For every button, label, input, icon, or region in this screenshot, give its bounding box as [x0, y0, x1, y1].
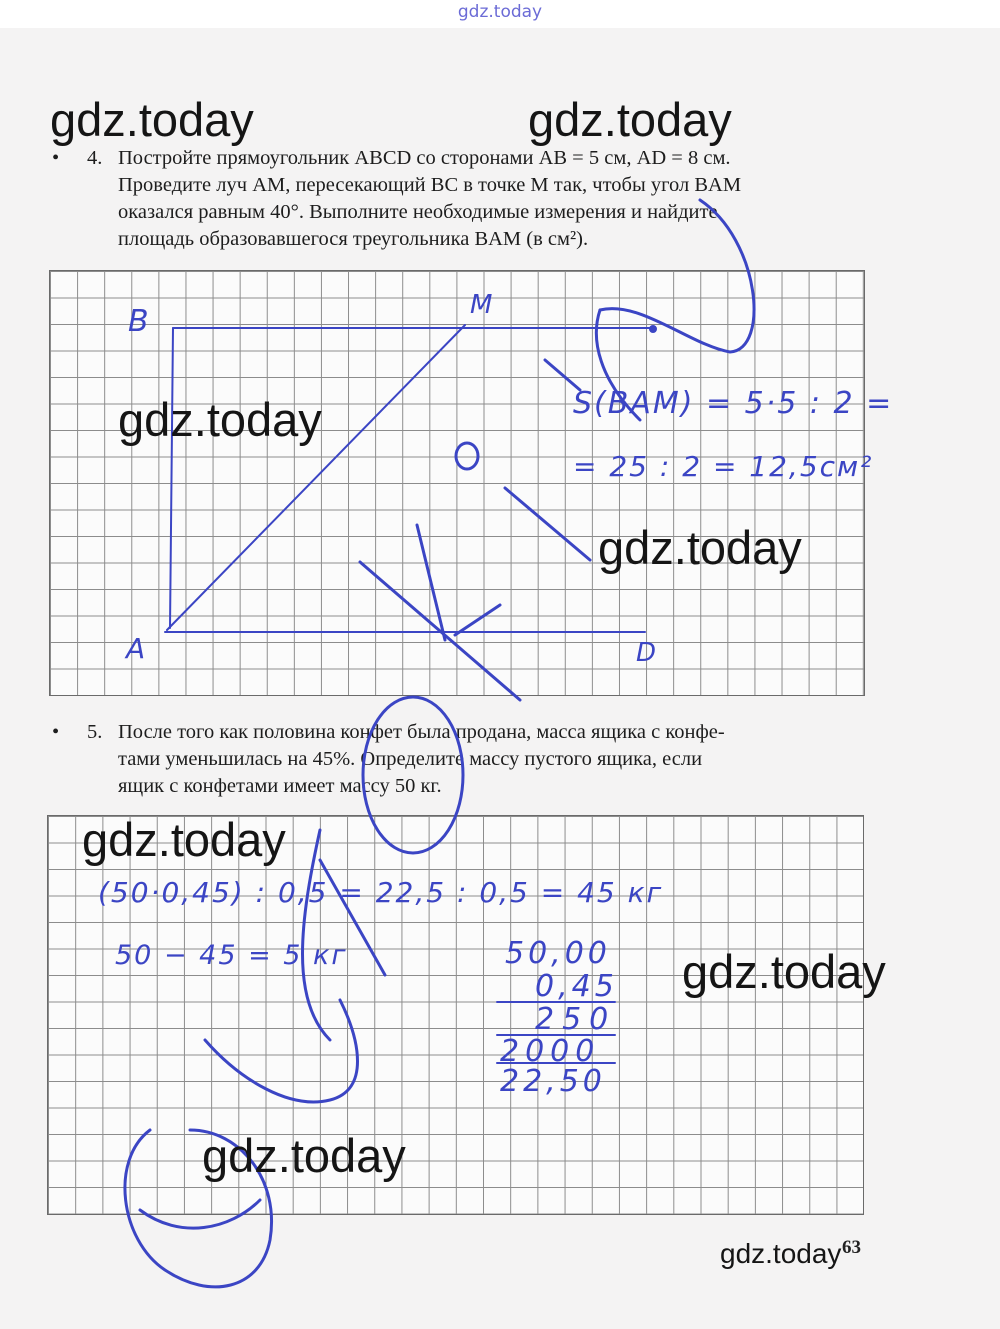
task-4-line: Проведите луч AM, пересекающий BC в точке M так, чтобы угол BAM [118, 174, 742, 196]
watermark-text: gdz.today [82, 813, 286, 866]
task-5-grid [47, 815, 864, 1215]
watermark-text: gdz.today [50, 93, 254, 146]
solution-line: (50·0,45) : 0,5 = 22,5 : 0,5 = 45 кг [98, 876, 664, 909]
calc-row: 0,45 [535, 969, 618, 1004]
top-watermark: gdz.today [457, 2, 543, 22]
task-5-line: ящик с конфетами имеет массу 50 кг. [118, 775, 442, 797]
calc-row: 2000 [500, 1034, 601, 1069]
task-4-line: Постройте прямоугольник ABCD со сторонами AB = 5 см, AD = 8 см. [118, 147, 731, 169]
task-4-line: оказался равным 40°. Выполните необходимые измерения и найдите [118, 201, 718, 223]
label-m: M [470, 290, 493, 320]
task-4-grid [49, 270, 865, 696]
area-formula-line: S(BAM) = 5·5 : 2 = [573, 386, 894, 421]
watermark-text: gdz.today [598, 521, 802, 574]
task-4-bullet: • [52, 147, 60, 169]
calc-row: 250 [535, 1002, 617, 1037]
watermark-text: gdz.today [682, 945, 886, 998]
calc-row: 22,50 [500, 1064, 606, 1099]
label-d: D [636, 638, 657, 668]
task-5-line: После того как половина конфет была продана, масса ящика с конфе- [118, 721, 725, 743]
task-4-number: 4. [87, 147, 103, 169]
calc-row: 50,00 [505, 936, 611, 971]
label-b: B [128, 304, 149, 339]
watermark-text: gdz.today [118, 393, 322, 446]
watermark-text: gdz.today [720, 1238, 842, 1269]
page-number: 63 [842, 1237, 861, 1258]
task-5-line: тами уменьшилась на 45%. Определите массу пустого ящика, если [118, 748, 703, 770]
task-5-bullet: • [52, 721, 60, 743]
solution-line: 50 − 45 = 5 кг [115, 940, 348, 971]
watermark-text: gdz.today [528, 93, 732, 146]
watermark-text: gdz.today [202, 1129, 406, 1182]
area-result-line: = 25 : 2 = 12,5см² [573, 450, 874, 483]
task-5-number: 5. [87, 721, 103, 743]
label-a: A [126, 632, 146, 665]
task-4-line: площадь образовавшегося треугольника BAM (в см²). [118, 228, 589, 250]
